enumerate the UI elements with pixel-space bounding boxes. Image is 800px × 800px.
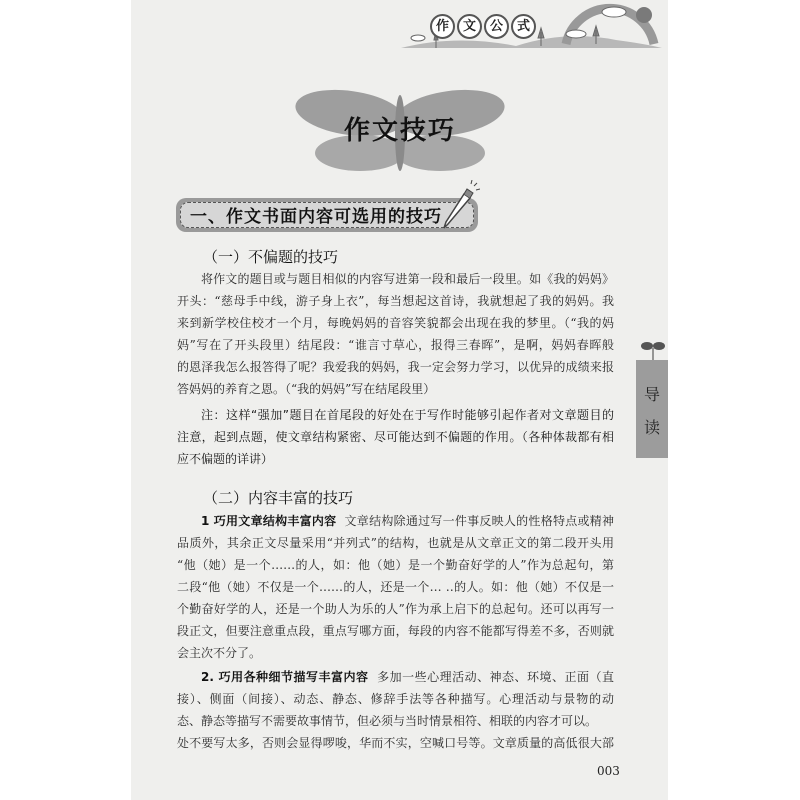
note-paragraph bbox=[177, 404, 614, 470]
section-heading-box bbox=[176, 198, 478, 232]
series-title bbox=[430, 14, 536, 39]
subheading-rich-content: （二）内容丰富的技巧 bbox=[203, 489, 354, 507]
page-title: 作文技巧 bbox=[343, 116, 456, 146]
text-fragment: 文章结构除通过写一件事反映人的性格特点或精神 bbox=[344, 514, 614, 528]
text-line: 开头：“慈母手中线，游子身上衣”，每当想起这首诗，我就想起了我的妈妈。我 bbox=[177, 294, 614, 308]
series-title-char: 式 bbox=[511, 14, 536, 39]
paragraph-structure bbox=[177, 510, 614, 664]
text-line: 的恩泽我怎么报答得了呢？我爱我的妈妈，我一定会努力学习，以优异的成绩来报 bbox=[177, 360, 614, 374]
series-title-char: 文 bbox=[457, 14, 482, 39]
text-line: 品质外，其余正文尽量采用“并列式”的结构，也就是从文章正文的第二段开头用 bbox=[177, 536, 614, 550]
text-line bbox=[177, 666, 614, 688]
text-line: 接）、侧面（间接）、动态、静态、修辞手法等各种描写。心理活动与景物的动 bbox=[177, 692, 614, 706]
text-line: 答妈妈的养育之恩。（“我的妈妈”写在结尾段里） bbox=[177, 382, 436, 396]
sun-icon bbox=[636, 7, 652, 23]
text-line: 个勤奋好学的人，还是一个助人为乐的人”作为承上启下的总起句。还可以再写一 bbox=[177, 602, 614, 616]
subheading-no-offtopic: （一）不偏题的技巧 bbox=[203, 248, 339, 266]
item-lead: 2. 巧用各种细节描写丰富内容 bbox=[201, 670, 369, 684]
text-line: “他（她）是一个……的人，如：他（她）是一个勤奋好学的人”作为总起句，第 bbox=[177, 558, 614, 572]
text-line: 应不偏题的详讲） bbox=[177, 452, 274, 466]
series-title-char: 公 bbox=[484, 14, 509, 39]
sprout-icon bbox=[640, 338, 666, 362]
text-line bbox=[177, 510, 614, 532]
section-heading: 一、作文书面内容可选用的技巧 bbox=[190, 207, 442, 227]
text-line: 注：这样“强加”题目在首尾段的好处在于写作时能够引起作者对文章题目的 bbox=[201, 408, 614, 422]
text-line: 态、静态等描写不需要故事情节，但必须与当时情景相符、相联的内容才可以。 bbox=[177, 714, 598, 728]
side-tab-char: 读 bbox=[643, 418, 660, 437]
paragraph-details bbox=[177, 666, 614, 754]
side-tab-guide bbox=[636, 360, 668, 458]
text-line: 将作文的题目或与题目相似的内容写进第一段和最后一段里。如《我的妈妈》 bbox=[201, 272, 614, 286]
series-title-char: 作 bbox=[430, 14, 455, 39]
side-tab-char: 导 bbox=[643, 385, 660, 404]
page-number: 003 bbox=[597, 764, 620, 778]
paragraph-no-offtopic bbox=[177, 268, 614, 400]
text-line: 注意，起到点题，使文章结构紧密、尽可能达到不偏题的作用。（各种体裁都有相 bbox=[177, 430, 614, 444]
text-line: 来到新学校住校才一个月，每晚妈妈的音容笑貌都会出现在我的梦里。（“我的妈 bbox=[177, 316, 614, 330]
text-line: 妈”写在了开头段里）结尾段：“谁言寸草心，报得三春晖”，是啊，妈妈春晖般 bbox=[177, 338, 614, 352]
text-line: 段正文，但要注意重点段，重点写哪方面，每段的内容不能都写得差不多，否则就 bbox=[177, 624, 614, 638]
pencil-icon bbox=[440, 180, 480, 230]
item-lead: 1 巧用文章结构丰富内容 bbox=[201, 514, 337, 528]
text-fragment: 多加一些心理活动、神态、环境、正面（直 bbox=[377, 670, 614, 684]
text-line: 二段“他（她）不仅是一个……的人，还是一个… ‥的人。如：他（她）不仅是一 bbox=[177, 580, 614, 594]
text-line: 会主次不分了。 bbox=[177, 646, 262, 660]
text-line: 处不要写太多，否则会显得啰唆，华而不实，空喊口号等。文章质量的高低很大部 bbox=[177, 736, 614, 750]
